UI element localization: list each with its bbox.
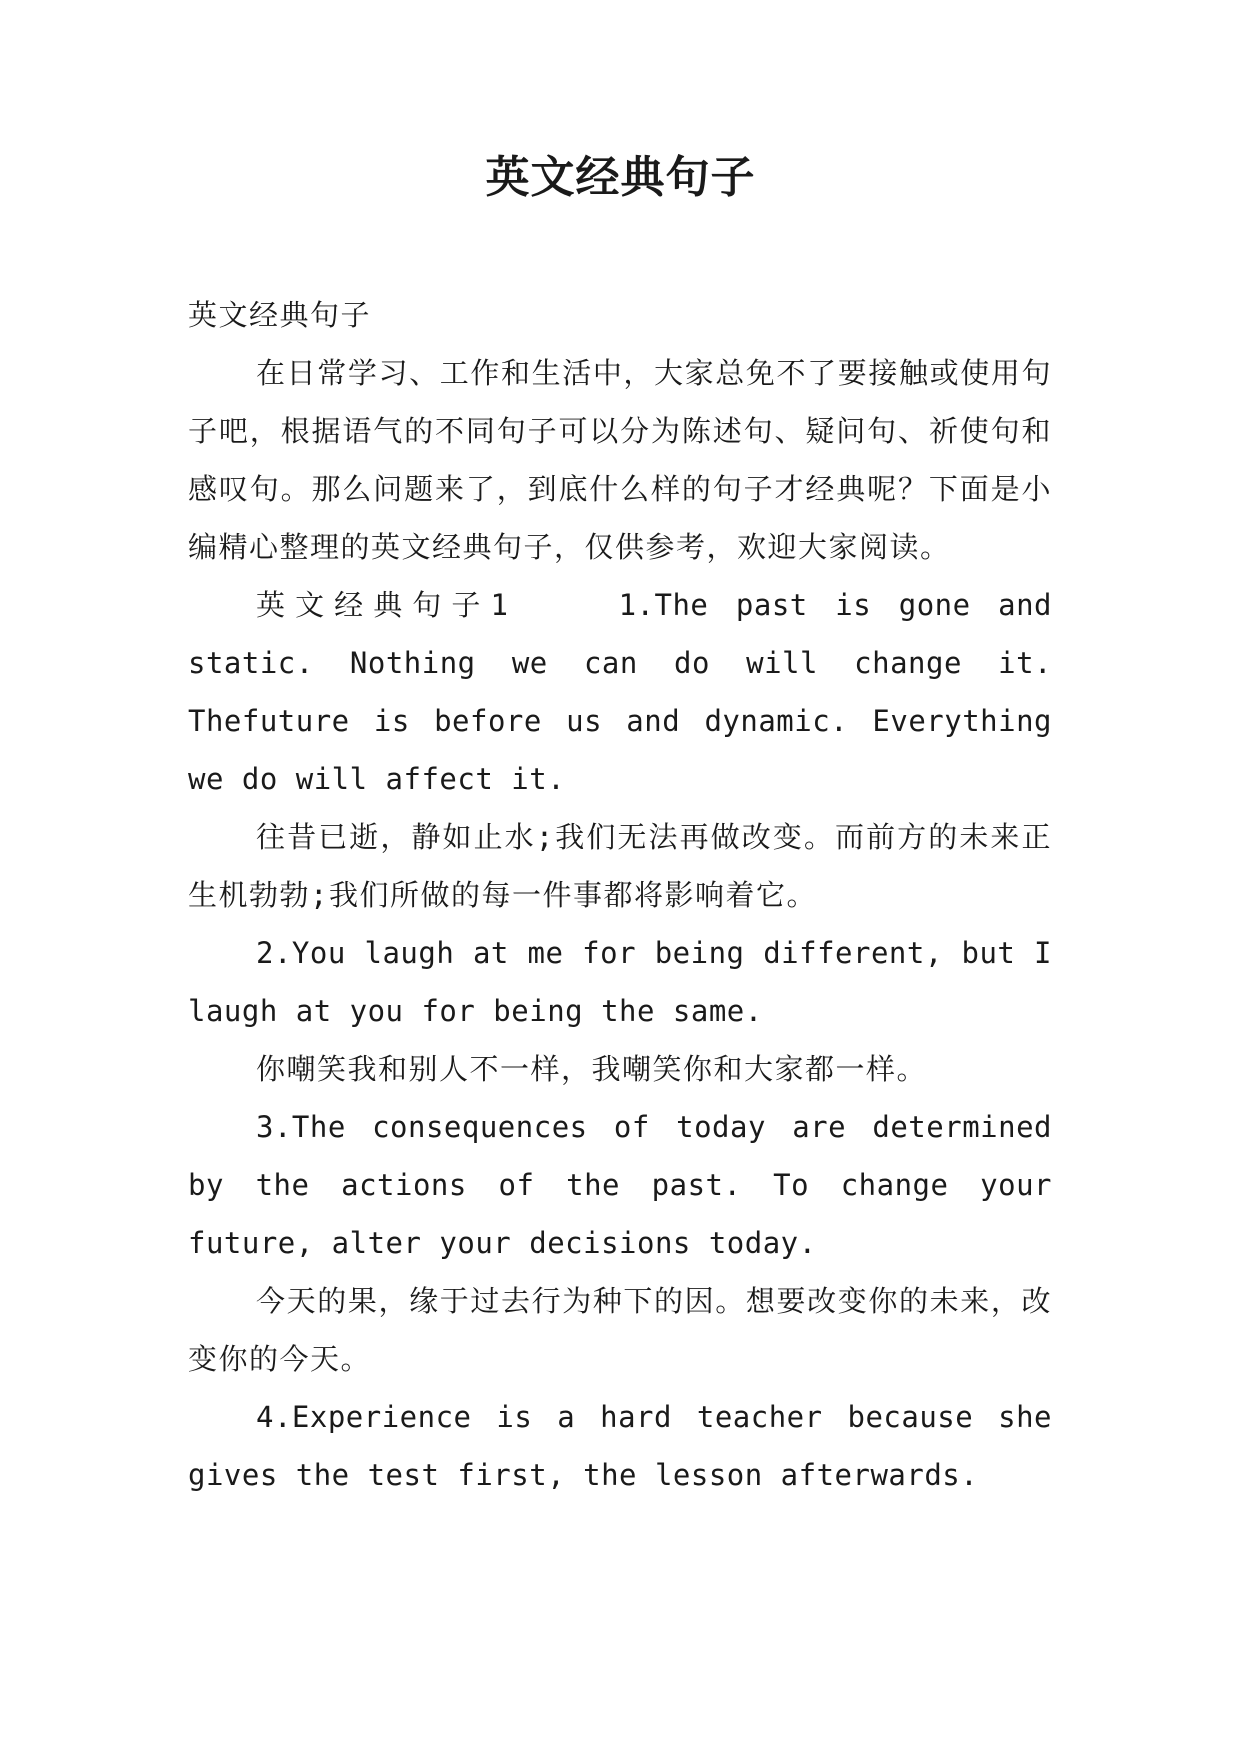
quote-en-4: 4.Experience is a hard teacher because she gives the test first, the lesson afterwards.: [188, 1400, 1052, 1492]
document-subtitle: 英文经典句子: [188, 298, 372, 332]
section-heading: 英文经典句子1: [256, 588, 509, 622]
section-paragraph-1: [188, 576, 1052, 808]
quote-en-3: 3.The consequences of today are determined by the actions of the past. To change your future, alter your decisions today.: [188, 1110, 1052, 1260]
quote-en-2: 2.You laugh at me for being different, but I laugh at you for being the same.: [188, 936, 1052, 1028]
quote-zh-3: 今天的果，缘于过去行为种下的因。想要改变你的未来，改变你的今天。: [188, 1284, 1052, 1376]
document-body: [188, 286, 1052, 1504]
document-title: 英文经典句子: [485, 152, 756, 203]
quote-zh-2: 你嘲笑我和别人不一样，我嘲笑你和大家都一样。: [256, 1052, 928, 1086]
intro-paragraph: 在日常学习、工作和生活中，大家总免不了要接触或使用句子吧，根据语气的不同句子可以分为陈述句、疑问句、祈使句和感叹句。那么问题来了，到底什么样的句子才经典呢？下面是小编精心整理的英文经典句子，仅供参考，欢迎大家阅读。: [188, 356, 1052, 564]
quote-zh-1: 往昔已逝，静如止水;我们无法再做改变。而前方的未来正生机勃勃;我们所做的每一件事都将影响着它。: [188, 820, 1052, 912]
quote-en-1: 1.The past is gone and static. Nothing we can do will change it. Thefuture is before us and dynamic. Everything we do will affect it.: [188, 588, 1052, 796]
